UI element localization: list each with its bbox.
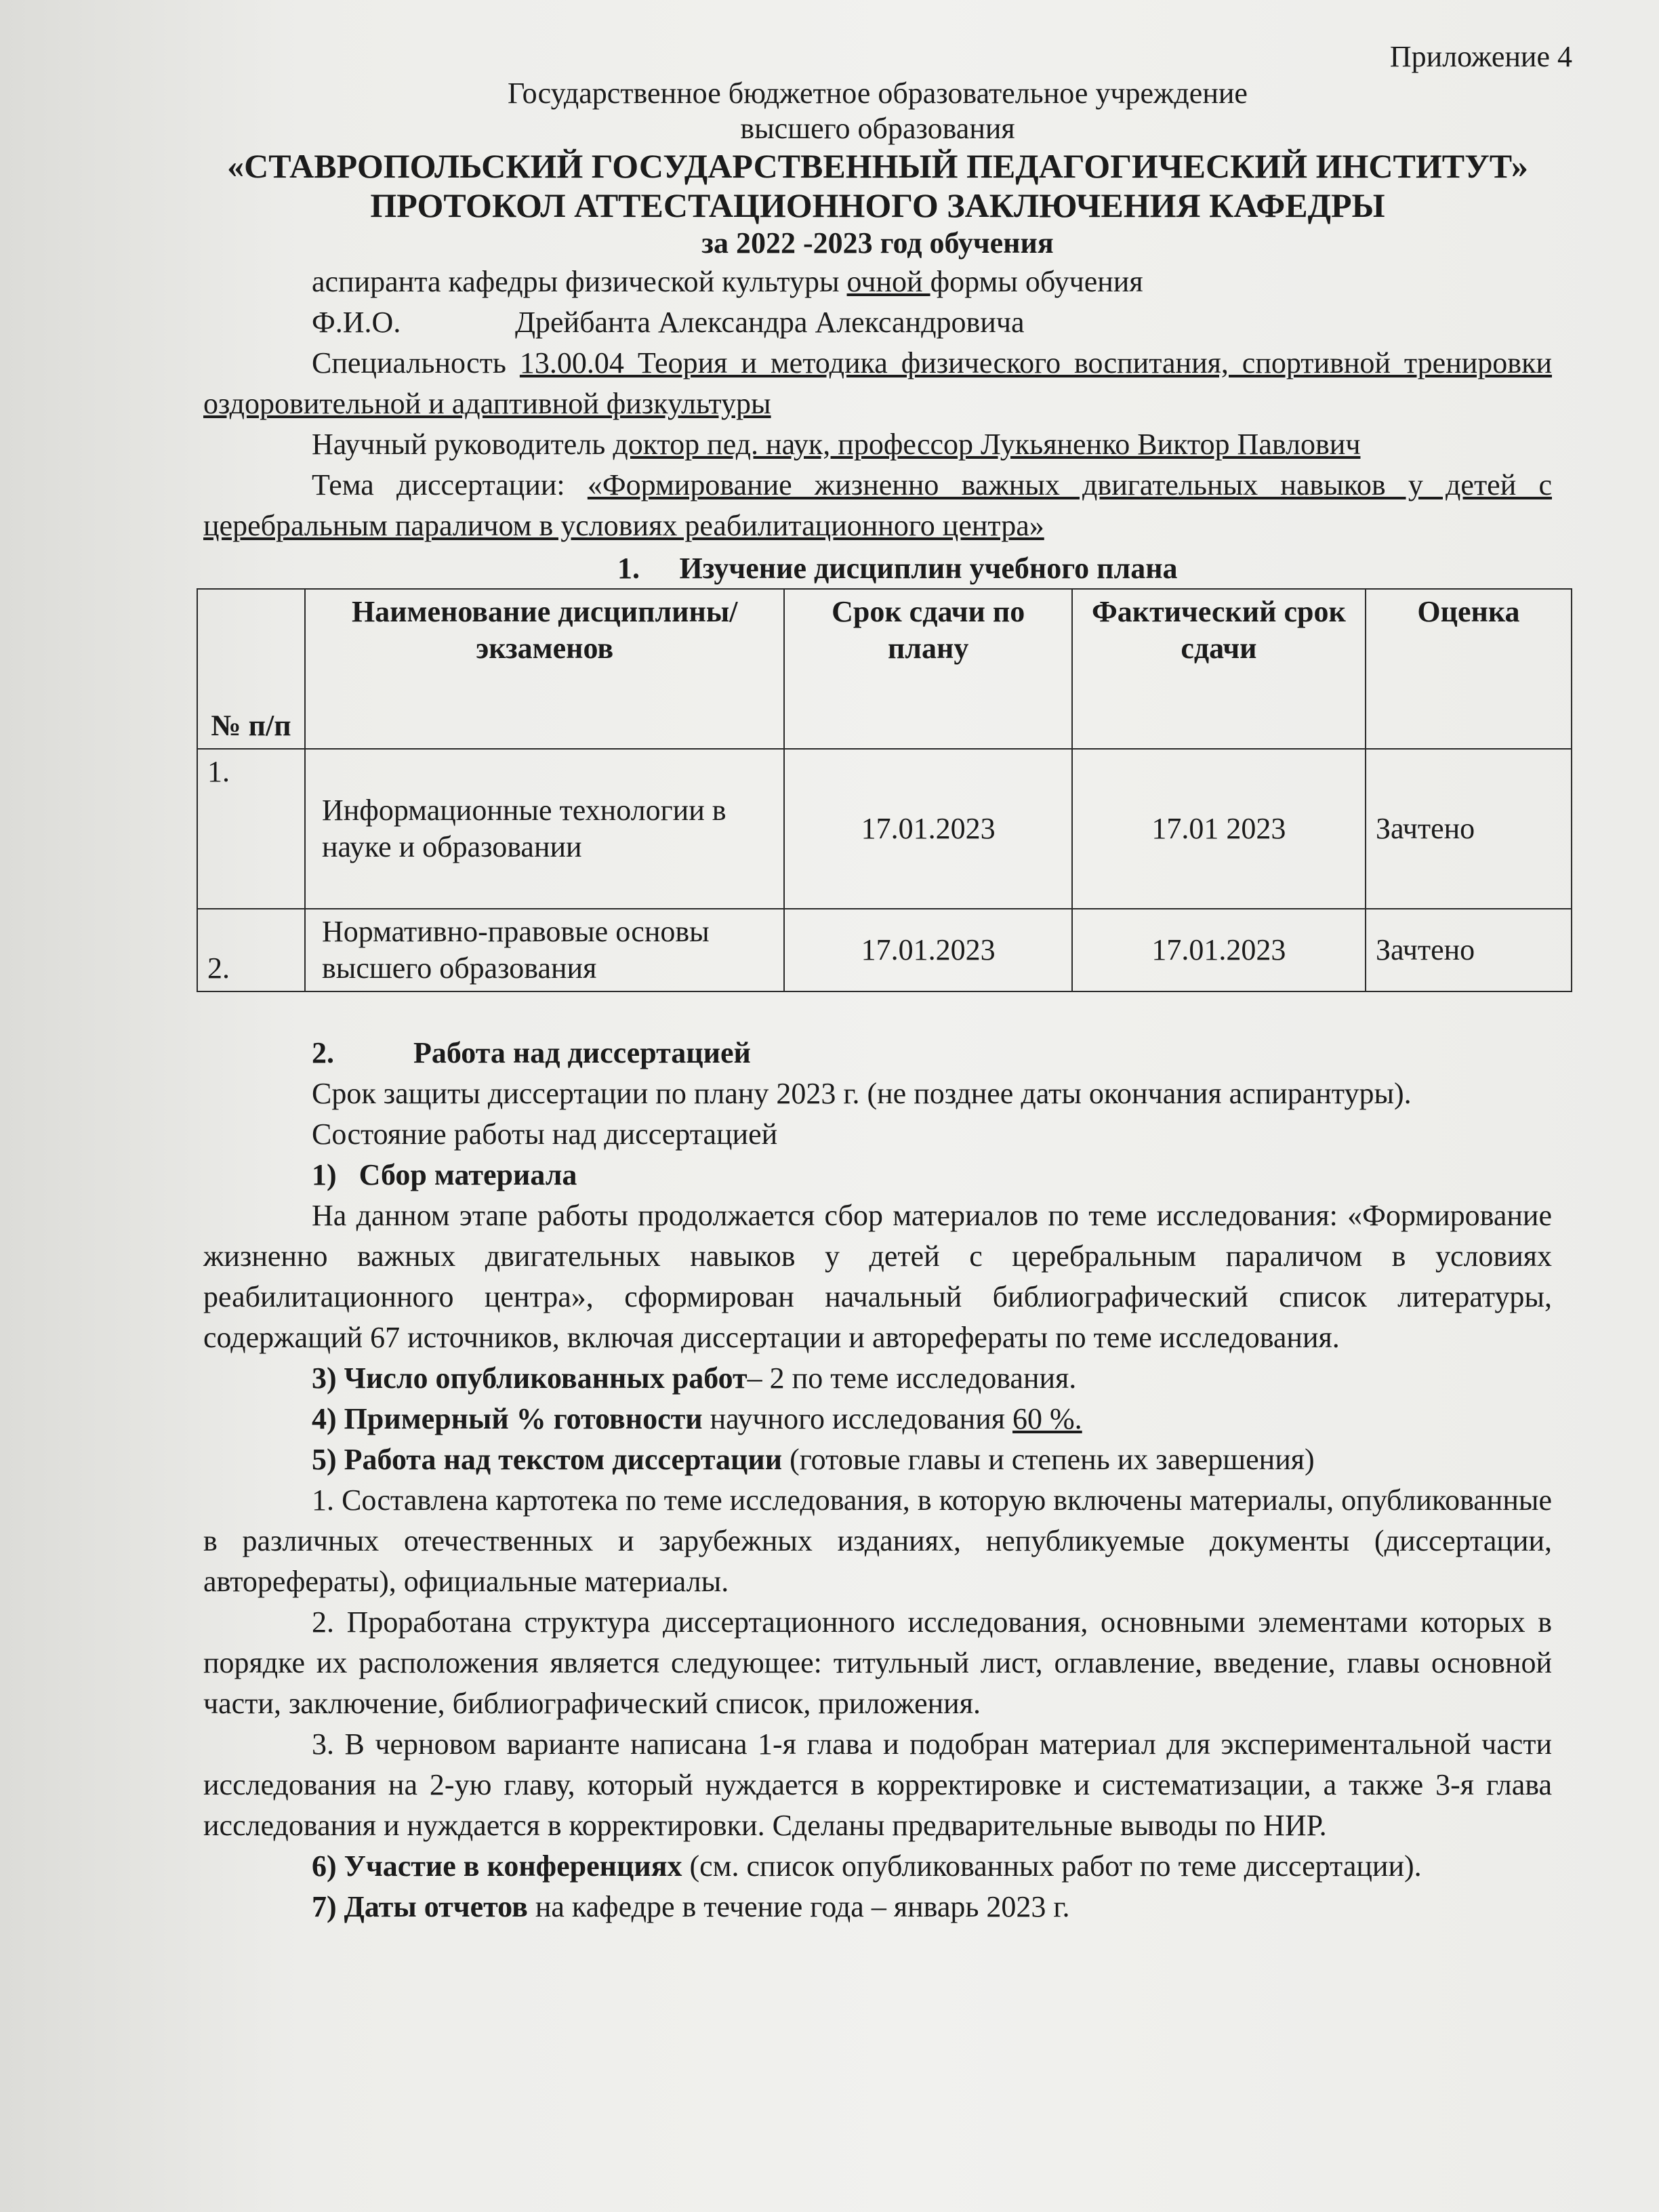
readiness-label: 4) Примерный % готовности: [312, 1402, 703, 1435]
org-line-1: Государственное бюджетное образовательное учреждение: [508, 77, 1248, 110]
row-plan: 17.01.2023: [784, 749, 1071, 909]
section-2-title-text: Работа над диссертацией: [413, 1036, 751, 1069]
conferences-label: 6) Участие в конференциях: [312, 1849, 682, 1883]
protocol-title: ПРОТОКОЛ АТТЕСТАЦИОННОГО ЗАКЛЮЧЕНИЯ КАФЕДРЫ: [370, 186, 1385, 224]
subsection-1-title: [203, 1155, 1552, 1195]
defense-paragraph: Срок защиты диссертации по плану 2023 г. (не позднее даты окончания аспирантуры).: [312, 1077, 1412, 1110]
academic-year: за 2022 -2023 год обучения: [701, 226, 1054, 260]
fio-value: Дрейбанта Александра Александровича: [515, 306, 1025, 339]
row-grade: Зачтено: [1366, 909, 1572, 991]
readiness-text: научного исследования: [702, 1402, 1013, 1435]
theme-label: Тема диссертации:: [312, 468, 588, 501]
text-work-label: 5) Работа над текстом диссертации: [312, 1443, 783, 1476]
specialty-label: Специальность: [312, 346, 520, 380]
readiness-value: 60 %.: [1012, 1402, 1082, 1435]
publications-label: 3) Число опубликованных работ: [312, 1361, 747, 1395]
study-form: очной: [846, 265, 930, 298]
advisor-row: [203, 424, 1552, 465]
row-grade: Зачтено: [1366, 749, 1572, 909]
row-num: 2.: [197, 909, 305, 991]
header-plan: Срок сдачи по плану: [784, 589, 1071, 749]
document-content: [203, 38, 1572, 1927]
row-plan: 17.01.2023: [784, 909, 1071, 991]
disciplines-table: [197, 588, 1572, 992]
advisor-label: Научный руководитель: [312, 428, 613, 461]
section-1-title: [203, 549, 1552, 588]
section-1-title-text: Изучение дисциплин учебного плана: [679, 552, 1178, 585]
conferences-paragraph: [203, 1846, 1552, 1887]
student-line-suffix: формы обучения: [930, 265, 1143, 298]
table-row: [197, 909, 1572, 991]
student-line-prefix: аспиранта кафедры физической культуры: [312, 265, 847, 298]
publications-line: [203, 1358, 1552, 1399]
fio-row: [203, 302, 1552, 343]
readiness-line: [203, 1399, 1552, 1439]
table-header-row: [197, 589, 1572, 749]
subsection-1-title-text: Сбор материала: [359, 1158, 577, 1191]
specialty-value: 13.00.04 Теория и методика физического воспитания, спортивной тренировки оздоровительной и адаптивной физкультуры: [203, 346, 1552, 420]
work-item-3: 3. В черновом варианте написана 1-я глава и подобран материал для экспериментальной части исследования на 2-ую главу, который нуждается в корректировке и систематизации, а также 3-я глава исследования и нуждается в корректировки. Сделаны предварительные выводы по НИР.: [203, 1727, 1552, 1842]
section-1-number: 1.: [617, 552, 640, 585]
row-name: Нормативно-правовые основы высшего образования: [305, 909, 784, 991]
table-row: [197, 749, 1572, 909]
conferences-text: (см. список опубликованных работ по теме диссертации).: [682, 1849, 1422, 1883]
subsection-1-number: 1): [312, 1158, 337, 1191]
row-fact: 17.01 2023: [1072, 749, 1366, 909]
report-dates-label: 7) Даты отчетов: [312, 1890, 528, 1923]
header-num: № п/п: [197, 589, 305, 749]
text-work-line: [203, 1439, 1552, 1480]
row-fact: 17.01.2023: [1072, 909, 1366, 991]
section-2-number: 2.: [312, 1036, 334, 1069]
header-grade: Оценка: [1366, 589, 1572, 749]
appendix-label: Приложение 4: [1389, 40, 1572, 73]
row-num: 1.: [197, 749, 305, 909]
material-collection-paragraph: На данном этапе работы продолжается сбор материалов по теме исследования: «Формирование жизненно важных двигательных навыков у детей с церебральным параличом в условиях реабилитационного центра», сформирован начальный библиографический список литературы, содержащий 67 источников, включая диссертации и авторефераты по теме исследования.: [203, 1199, 1552, 1354]
theme-paragraph: [203, 465, 1552, 546]
specialty-paragraph: [203, 343, 1552, 424]
advisor-value: доктор пед. наук, профессор Лукьяненко Виктор Павлович: [613, 428, 1361, 461]
student-line: [203, 262, 1552, 302]
org-line-2: высшего образования: [740, 112, 1015, 145]
section-2-title: [203, 1033, 1552, 1073]
theme-value: «Формирование жизненно важных двигательных навыков у детей с церебральным параличом в условиях реабилитационного центра»: [203, 468, 1552, 542]
header-name: Наименование дисциплины/ экзаменов: [305, 589, 784, 749]
work-state-line: Состояние работы над диссертацией: [312, 1118, 778, 1151]
work-item-2: 2. Проработана структура диссертационного исследования, основными элементами которых в порядке их расположения является следующее: титульный лист, оглавление, введение, главы основной части, заключение, библиографический список, приложения.: [203, 1605, 1552, 1720]
institute-name: «СТАВРОПОЛЬСКИЙ ГОСУДАРСТВЕННЫЙ ПЕДАГОГИЧЕСКИЙ ИНСТИТУТ»: [227, 147, 1528, 185]
report-dates-line: [203, 1887, 1552, 1927]
text-work-note: (готовые главы и степень их завершения): [782, 1443, 1315, 1476]
publications-value: – 2 по теме исследования.: [747, 1361, 1077, 1395]
report-dates-text: на кафедре в течение года – январь 2023 г.: [527, 1890, 1070, 1923]
work-item-1: 1. Составлена картотека по теме исследования, в которую включены материалы, опубликованные в различных отечественных и зарубежных изданиях, непубликуемые документы (диссертации, авторефераты), официальные материалы.: [203, 1483, 1552, 1598]
fio-label: Ф.И.О.: [312, 306, 401, 339]
row-name: Информационные технологии в науке и образовании: [305, 749, 784, 909]
header-fact: Фактический срок сдачи: [1072, 589, 1366, 749]
